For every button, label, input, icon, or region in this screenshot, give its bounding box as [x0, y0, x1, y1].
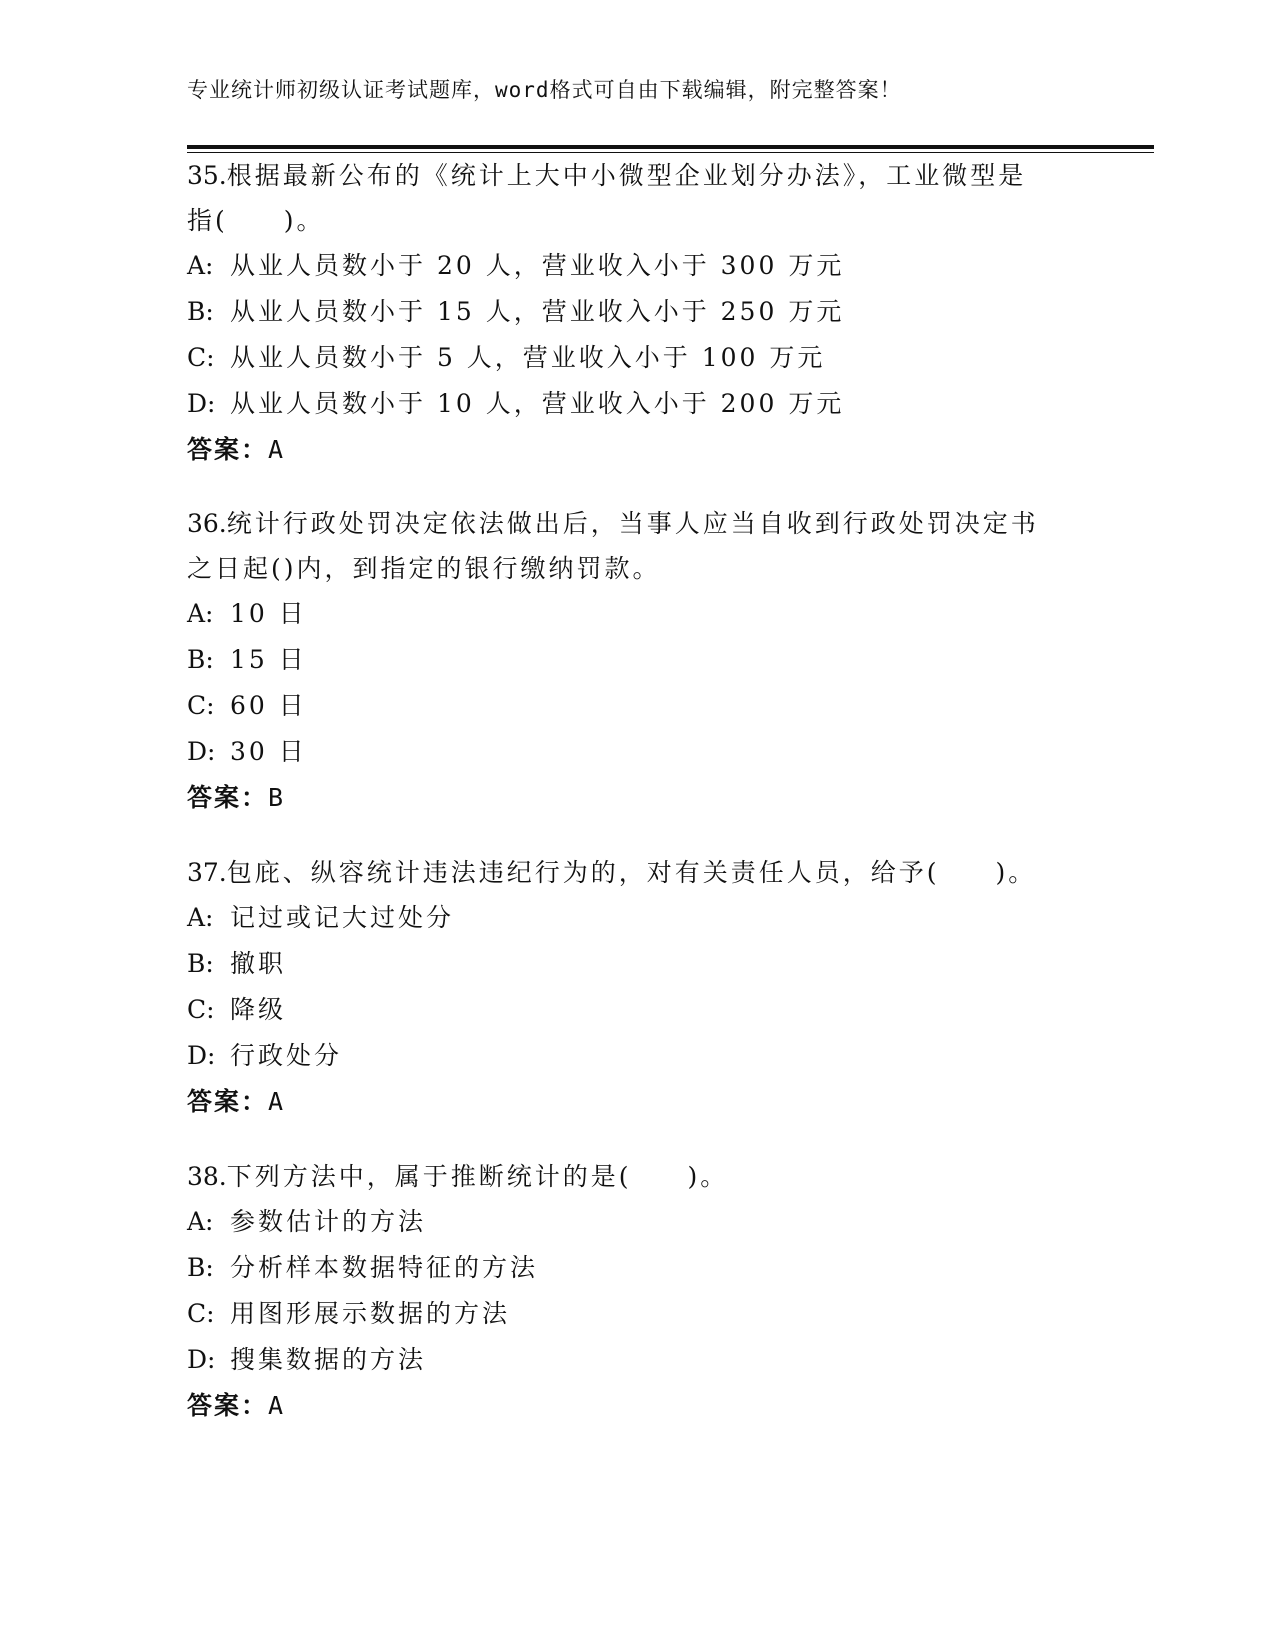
- option-c: [187, 683, 1087, 729]
- question-stem-line: [187, 501, 1087, 546]
- answer-value: A: [268, 1391, 286, 1420]
- option-letter: B:: [187, 949, 214, 978]
- option-text: 用图形展示数据的方法: [230, 1299, 511, 1328]
- option-d: [187, 729, 1087, 775]
- answer-line: [187, 1383, 1087, 1429]
- option-letter: D:: [187, 389, 216, 418]
- option-letter: C:: [187, 691, 215, 720]
- option-c: [187, 335, 1087, 381]
- answer-line: [187, 427, 1087, 473]
- question-35: [187, 153, 1087, 473]
- question-stem-line: [187, 850, 1087, 895]
- question-stem-text: 下列方法中，属于推断统计的是( )。: [226, 1162, 729, 1191]
- option-a: [187, 895, 1087, 941]
- option-letter: C:: [187, 1299, 215, 1328]
- answer-line: [187, 1079, 1087, 1125]
- option-b: [187, 1245, 1087, 1291]
- option-letter: A:: [187, 1207, 214, 1236]
- option-b: [187, 289, 1087, 335]
- option-text: 从业人员数小于 5 人，营业收入小于 100 万元: [230, 343, 826, 372]
- option-text: 撤职: [230, 949, 287, 978]
- option-text: 10 日: [230, 599, 307, 628]
- question-stem-line: 之日起()内，到指定的银行缴纳罚款。: [187, 554, 661, 583]
- option-text: 从业人员数小于 20 人，营业收入小于 300 万元: [230, 251, 845, 280]
- option-c: [187, 1291, 1087, 1337]
- page-header: 专业统计师初级认证考试题库，word格式可自由下载编辑，附完整答案！: [187, 78, 902, 102]
- option-a: [187, 243, 1087, 289]
- question-stem-line: [187, 1154, 1087, 1199]
- answer-label: 答案：: [187, 435, 269, 464]
- question-stem-line: 指( )。: [187, 206, 325, 235]
- answer-label: 答案：: [187, 1087, 269, 1116]
- option-d: [187, 1033, 1087, 1079]
- option-c: [187, 987, 1087, 1033]
- option-d: [187, 1337, 1087, 1383]
- option-text: 记过或记大过处分: [230, 903, 455, 932]
- question-38: [187, 1154, 1087, 1429]
- option-text: 分析样本数据特征的方法: [230, 1253, 539, 1282]
- question-number: 36.: [187, 509, 227, 538]
- answer-value: B: [268, 783, 286, 812]
- option-text: 从业人员数小于 10 人，营业收入小于 200 万元: [230, 389, 845, 418]
- option-letter: C:: [187, 995, 215, 1024]
- question-stem-text: 统计行政处罚决定依法做出后，当事人应当自收到行政处罚决定书: [226, 509, 1039, 538]
- header-rule-thick: [187, 145, 1154, 149]
- question-stem-line: [187, 153, 1087, 198]
- question-number: 35.: [187, 161, 227, 190]
- option-text: 30 日: [230, 737, 307, 766]
- answer-label: 答案：: [187, 1391, 269, 1420]
- option-text: 搜集数据的方法: [230, 1345, 427, 1374]
- option-letter: C:: [187, 343, 215, 372]
- answer-line: [187, 775, 1087, 821]
- option-letter: D:: [187, 1041, 216, 1070]
- option-text: 从业人员数小于 15 人，营业收入小于 250 万元: [230, 297, 845, 326]
- option-letter: A:: [187, 599, 214, 628]
- question-37: [187, 850, 1087, 1125]
- question-36: [187, 501, 1087, 821]
- option-a: [187, 1199, 1087, 1245]
- option-text: 行政处分: [230, 1041, 343, 1070]
- question-stem-text: 根据最新公布的《统计上大中小微型企业划分办法》，工业微型是: [226, 161, 1027, 190]
- option-text: 60 日: [230, 691, 307, 720]
- option-letter: D:: [187, 737, 216, 766]
- answer-label: 答案：: [187, 783, 269, 812]
- option-letter: B:: [187, 1253, 214, 1282]
- option-letter: B:: [187, 297, 214, 326]
- option-text: 15 日: [230, 645, 307, 674]
- option-text: 降级: [230, 995, 287, 1024]
- question-number: 37.: [187, 858, 227, 887]
- answer-value: A: [268, 1087, 286, 1116]
- option-text: 参数估计的方法: [230, 1207, 427, 1236]
- option-b: [187, 637, 1087, 683]
- answer-value: A: [268, 435, 286, 464]
- option-d: [187, 381, 1087, 427]
- option-a: [187, 591, 1087, 637]
- option-letter: A:: [187, 251, 214, 280]
- option-b: [187, 941, 1087, 987]
- option-letter: D:: [187, 1345, 216, 1374]
- option-letter: A:: [187, 903, 214, 932]
- question-stem-text: 包庇、纵容统计违法违纪行为的，对有关责任人员，给予( )。: [226, 858, 1037, 887]
- question-number: 38.: [187, 1162, 227, 1191]
- option-letter: B:: [187, 645, 214, 674]
